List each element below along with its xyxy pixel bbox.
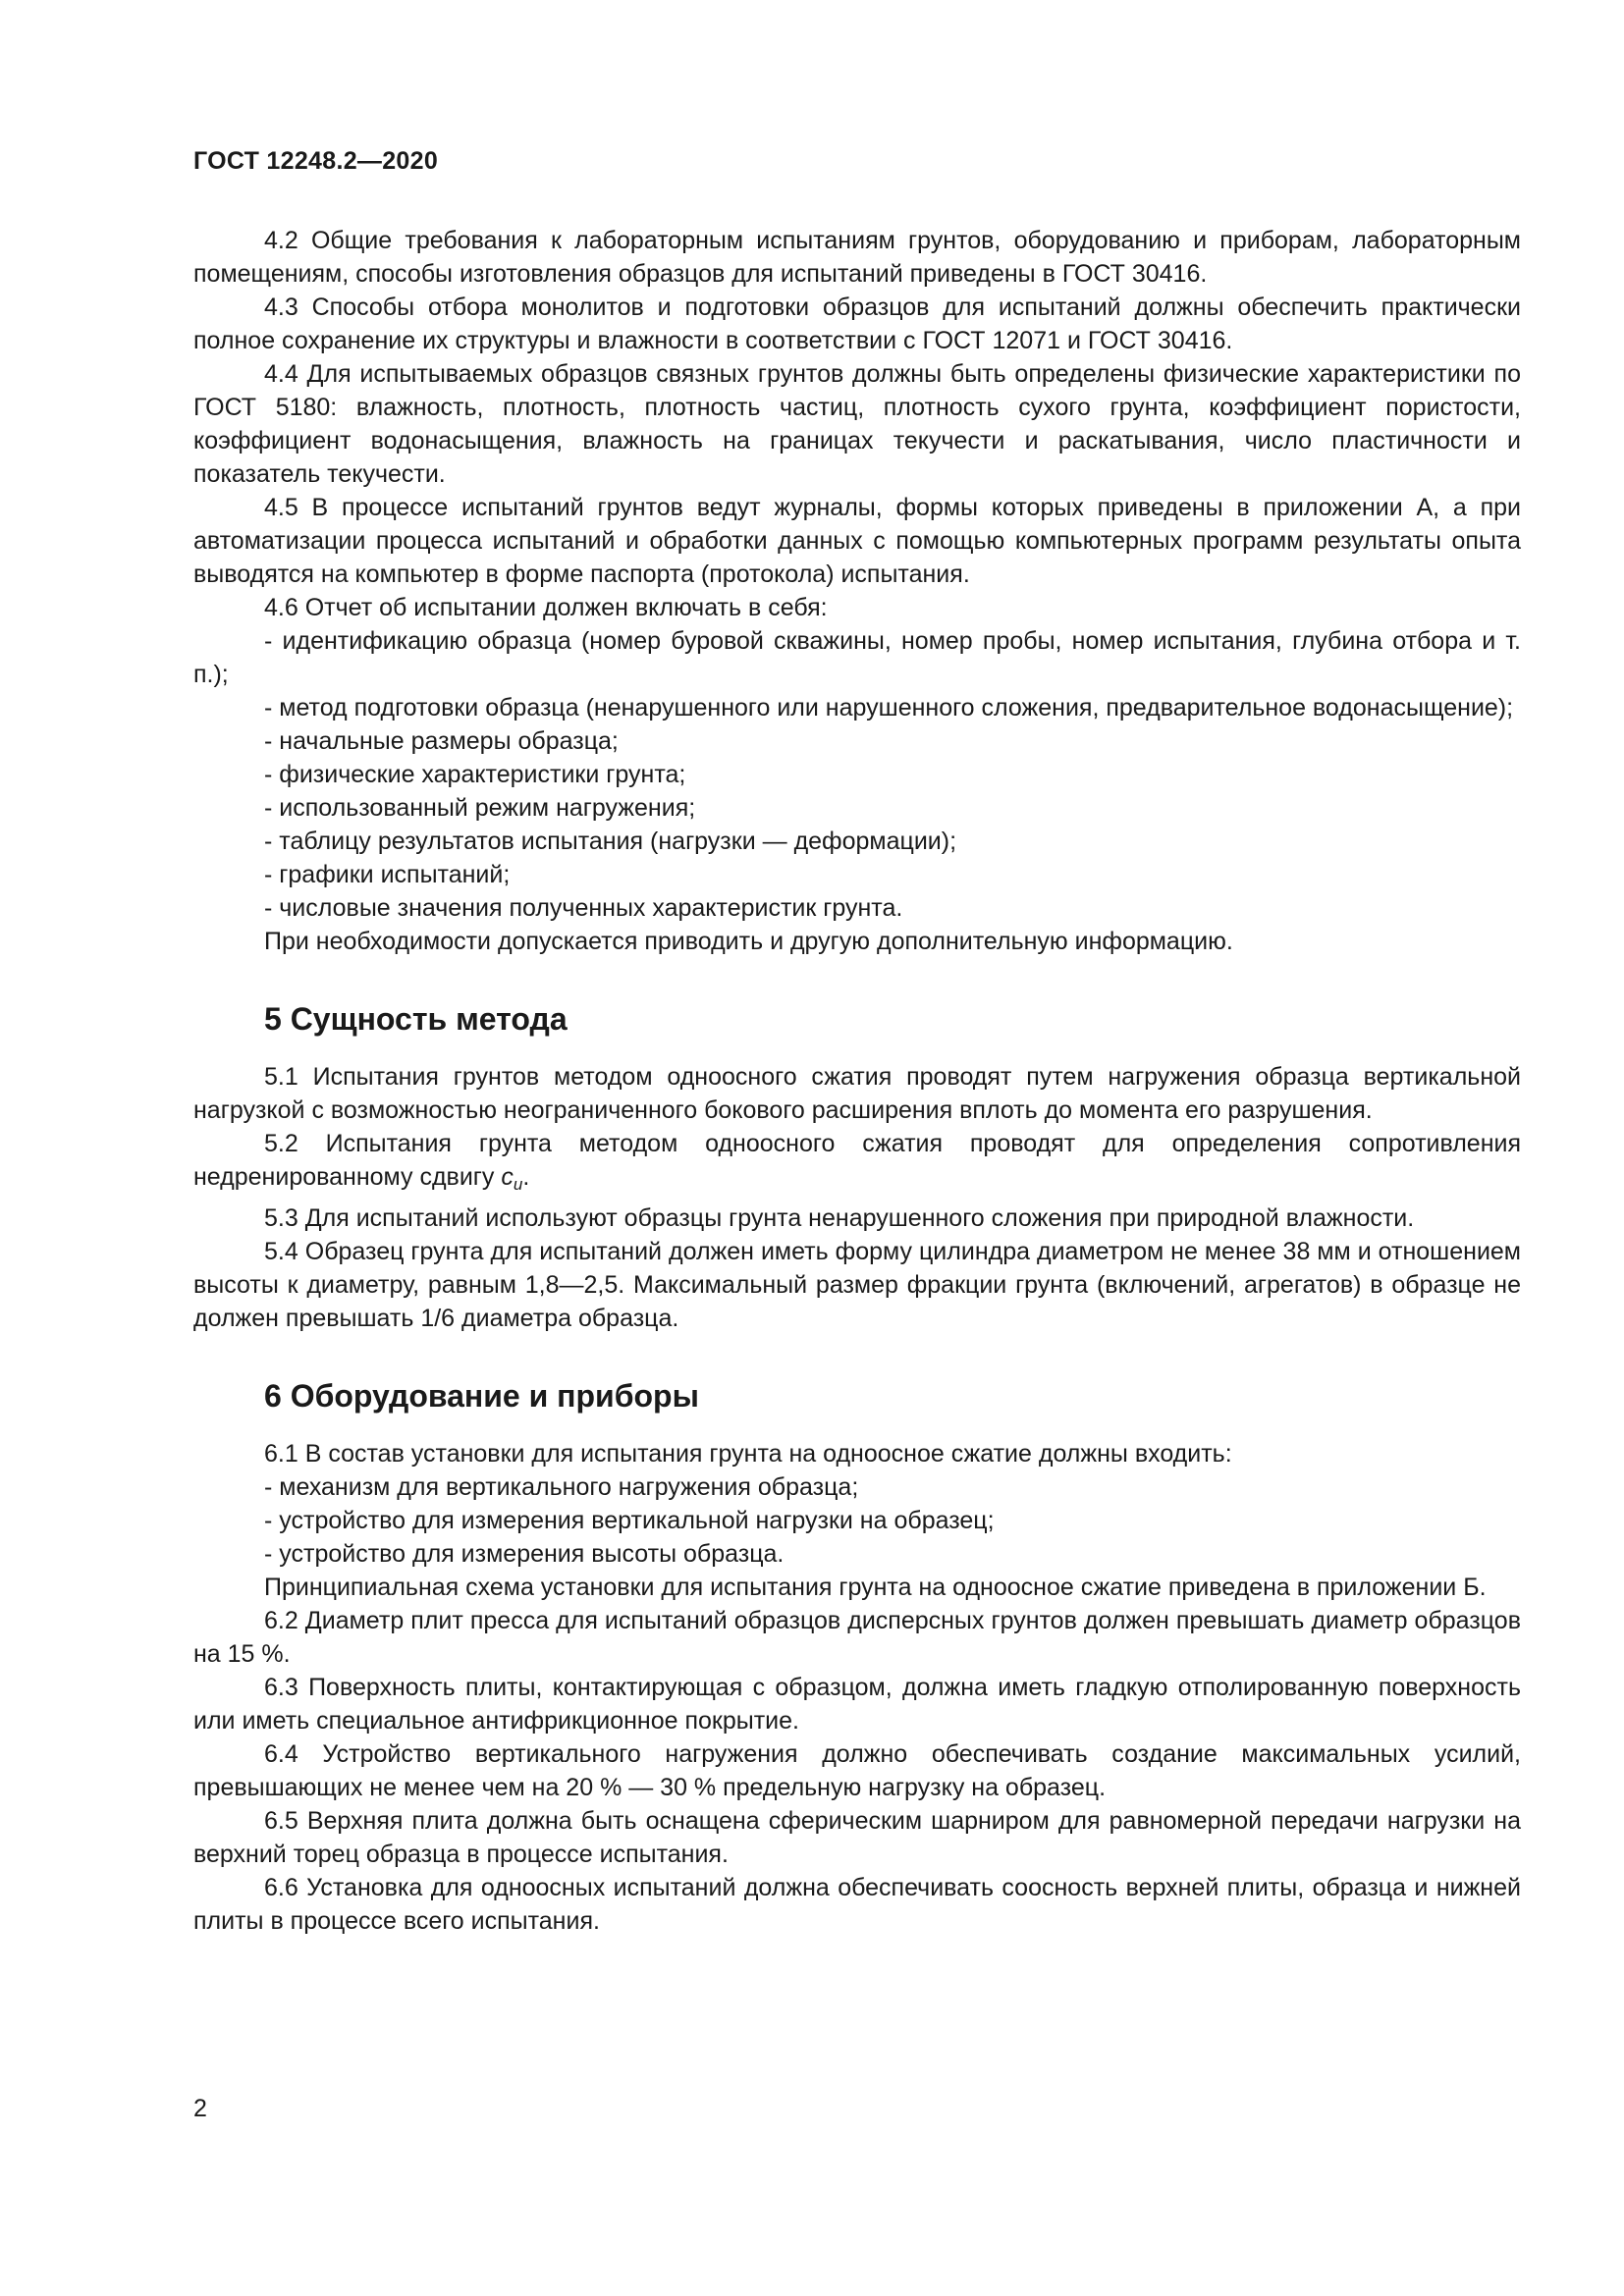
section-6-heading: 6 Оборудование и приборы bbox=[264, 1378, 699, 1414]
paragraph-6-6: 6.6 Установка для одноосных испытаний должна обеспечивать соосность верхней плиты, образца и нижней плиты в процессе всего испытания. bbox=[193, 1874, 1521, 1935]
paragraph-6-4: 6.4 Устройство вертикального нагружения должно обеспечивать создание максимальных усилий, превышающих не менее чем на 20 % — 30 % предельную нагрузку на образец. bbox=[193, 1740, 1521, 1801]
page-number: 2 bbox=[193, 2095, 207, 2122]
list-item: - метод подготовки образца (ненарушенного или нарушенного сложения, предварительное водонасыщение); bbox=[264, 694, 1514, 721]
paragraph-4-3: 4.3 Способы отбора монолитов и подготовки образцов для испытаний должны обеспечить практически полное сохранение их структуры и влажности в соответствии с ГОСТ 12071 и ГОСТ 30416. bbox=[193, 294, 1521, 354]
list-item: - устройство для измерения вертикальной нагрузки на образец; bbox=[264, 1507, 995, 1534]
paragraph-6-5: 6.5 Верхняя плита должна быть оснащена сферическим шарниром для равномерной передачи нагрузки на верхний торец образца в процессе испытания. bbox=[193, 1807, 1521, 1868]
paragraph-4-2: 4.2 Общие требования к лабораторным испытаниям грунтов, оборудованию и приборам, лабораторным помещениям, способы изготовления образцов для испытаний приведены в ГОСТ 30416. bbox=[193, 227, 1521, 288]
document-code-header: ГОСТ 12248.2—2020 bbox=[193, 147, 439, 175]
list-item: - начальные размеры образца; bbox=[264, 727, 619, 755]
list-item: - физические характеристики грунта; bbox=[264, 761, 686, 788]
paragraph-5-3: 5.3 Для испытаний используют образцы грунта ненарушенного сложения при природной влажности. bbox=[264, 1204, 1415, 1232]
list-item: - механизм для вертикального нагружения образца; bbox=[264, 1473, 859, 1501]
paragraph-6-3: 6.3 Поверхность плиты, контактирующая с образцом, должна иметь гладкую отполированную поверхность или иметь специальное антифрикционное покрытие. bbox=[193, 1674, 1521, 1735]
paragraph-scheme-reference: Принципиальная схема установки для испытания грунта на одноосное сжатие приведена в приложении Б. bbox=[264, 1574, 1487, 1601]
list-item: - использованный режим нагружения; bbox=[264, 794, 696, 822]
list-item: - графики испытаний; bbox=[264, 861, 511, 888]
paragraph-4-5: 4.5 В процессе испытаний грунтов ведут журналы, формы которых приведены в приложении А, а при автоматизации процесса испытаний и обработки данных с помощью компьютерных программ результаты опыта выводятся на компьютер в форме паспорта (протокола) испытания. bbox=[193, 494, 1521, 588]
paragraph-additional-info: При необходимости допускается приводить и другую дополнительную информацию. bbox=[264, 928, 1233, 955]
paragraph-6-2: 6.2 Диаметр плит пресса для испытаний образцов дисперсных грунтов должен превышать диаметр образцов на 15 %. bbox=[193, 1607, 1521, 1668]
paragraph-5-4: 5.4 Образец грунта для испытаний должен иметь форму цилиндра диаметром не менее 38 мм и отношением высоты к диаметру, равным 1,8—2,5. Максимальный размер фракции грунта (включений, агрегатов) в образце не должен превышать 1/6 диаметра образца. bbox=[193, 1238, 1521, 1332]
undrained-shear-symbol: $c_u$ bbox=[501, 1163, 523, 1194]
equipment-list bbox=[193, 1470, 1521, 1571]
paragraph-4-4: 4.4 Для испытываемых образцов связных грунтов должны быть определены физические характеристики по ГОСТ 5180: влажность, плотность, плотность частиц, плотность сухого грунта, коэффициент пористости, коэффициент водонасыщения, влажность на границах текучести и раскатывания, число пластичности и показатель текучести. bbox=[193, 360, 1521, 488]
paragraph-5-1: 5.1 Испытания грунтов методом одноосного сжатия проводят путем нагружения образца вертикальной нагрузкой с возможностью неограниченного бокового расширения вплоть до момента его разрушения. bbox=[193, 1063, 1521, 1124]
paragraph-5-2-text: 5.2 Испытания грунта методом одноосного сжатия проводят для определения сопротивления недренированному сдвигу bbox=[193, 1130, 1521, 1191]
section-5-heading: 5 Сущность метода bbox=[264, 1001, 568, 1037]
list-item: - числовые значения полученных характеристик грунта. bbox=[264, 894, 903, 922]
list-item: - устройство для измерения высоты образца. bbox=[264, 1540, 785, 1568]
document-body bbox=[193, 224, 1521, 1938]
paragraph-6-1: 6.1 В состав установки для испытания грунта на одноосное сжатие должны входить: bbox=[264, 1440, 1232, 1468]
report-contents-list bbox=[193, 624, 1521, 925]
paragraph-5-2: 5.2 Испытания грунта методом одноосного сжатия проводят для определения сопротивления недренированному сдвигу $c_u$. bbox=[193, 1130, 1521, 1194]
paragraph-4-6: 4.6 Отчет об испытании должен включать в себя: bbox=[264, 594, 828, 621]
list-item: - таблицу результатов испытания (нагрузки — деформации); bbox=[264, 828, 957, 855]
list-item: - идентификацию образца (номер буровой скважины, номер пробы, номер испытания, глубина отбора и т. п.); bbox=[193, 627, 1521, 688]
